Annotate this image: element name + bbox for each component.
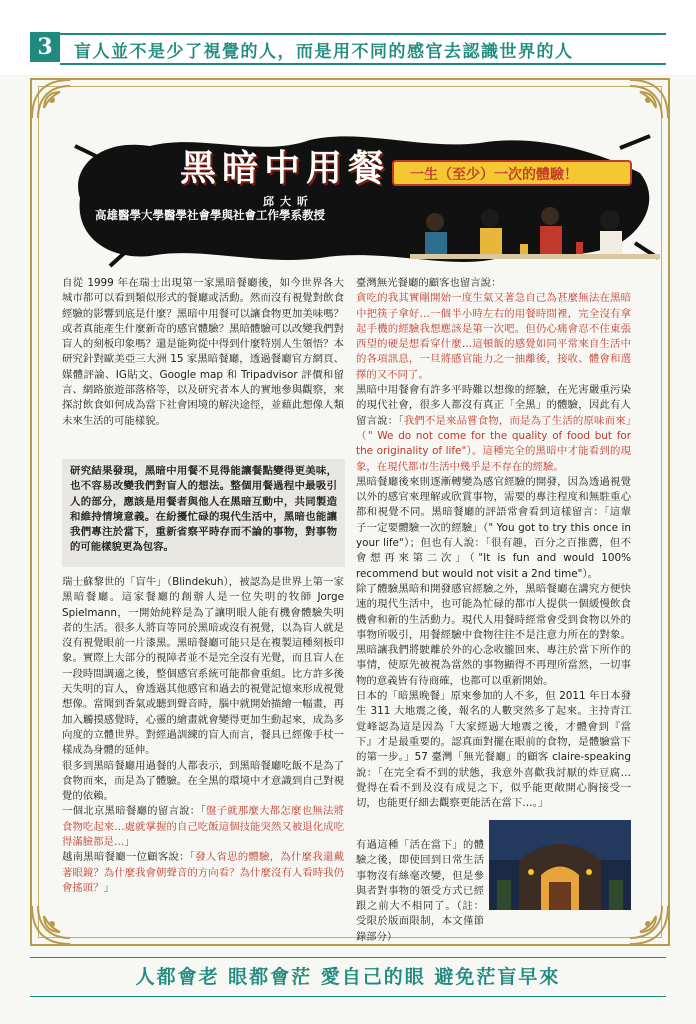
paragraph: 瑞士蘇黎世的「盲牛」（Blindekuh），被認為是世界上第一家黑暗餐廳。這家餐廳的創辦人是一位失明的牧師 Jorge Spielmann，一開始純粹是為了讓明眼人能有機會體驗失明者的生活。很多人將盲等同於黑暗或沒有視覺，以為盲人就是沒有視覺眼前一片漆黑。黑暗餐廳可能只是在複製這種刻板印象。實際上大部分的視障者並不是完全沒有光覺，而且盲人在一段時間調適之後，整個感官系統可能都會重組。比方許多後天失明的盲人，會透過其他感官和過去的視覺記憶來形成視覺想像。當聞到香氣或聽到聲音時，腦中就開始描繪一幅畫，再加入觸摸感覺時，心靈的繪畫就會變得更加生動起來，成為多向度的立體世界。對經過訓練的盲人而言，餐具已經像手杖一樣成為身體的延伸。 bbox=[62, 576, 344, 757]
quote-end: 」 bbox=[103, 881, 114, 894]
corner-ornament-icon bbox=[30, 78, 72, 120]
article-column-right bbox=[356, 276, 631, 811]
article-column-left-lower bbox=[62, 575, 344, 896]
paragraph: 很多到黑暗餐廳用過餐的人都表示，到黑暗餐廳吃飯不是為了食物而來，而是為了體驗。在全黑的環境中才意識到自己對視覺的依賴。 bbox=[62, 759, 344, 803]
page-number: 3 bbox=[30, 32, 60, 62]
paragraph bbox=[356, 383, 631, 475]
corner-ornament-icon bbox=[30, 904, 72, 946]
paragraph: 臺灣無光餐廳的顧客也留言說： bbox=[356, 277, 502, 289]
quote-paragraph bbox=[62, 850, 344, 896]
paragraph-lead: 黑暗中用餐會有許多平時難以想像的經驗，在光害嚴重污染的現代社會，很多人都沒有真正「全黑」的體驗，因此有人留言說：「 bbox=[356, 384, 631, 427]
paragraph: 日本的「暗黑晚餐」原來參加的人不多，但 2011 年日本發生 311 大地震之後，報名的人數突然多了起來。主持青江覚峰認為這是因為「大家經過大地震之後，才體會到『當下』才是最重要的。認真面對擺在眼前的食物，是體驗當下的第一步。」57 臺灣「無光餐廳」的顧客 claire-speaking 說：「在完全看不到的狀態，我意外喜歡我討厭的炸豆腐…覺得在看不到及沒有成見之下，似乎能更敞開心胸接受一切，也能更仔細去觀察更能活在當下…。」 bbox=[356, 690, 631, 810]
corner-ornament-icon bbox=[628, 78, 670, 120]
author-name: 邱大昕 bbox=[263, 195, 314, 208]
quote-lead: 一個北京黑暗餐廳的留言說：「 bbox=[62, 805, 206, 818]
key-findings-box: 研究結果發現，黑暗中用餐不見得能讓餐點變得更美味，也不容易改變我們對盲人的想法。整個用餐過程中最吸引人的部分，應該是用餐者與他人在黑暗互動中，共同製造和維持情境意義。在紛擾忙碌的現代生活中，黑暗也能讓我們專注於當下，重新省察平時存而不論的事物，對事物的可能樣貌更為包容。 bbox=[62, 459, 345, 567]
footer-rule-top bbox=[30, 957, 666, 958]
paragraph: 除了體驗黑暗和開發感官經驗之外，黑暗餐廳在講究方便快速的現代生活中，也可能為忙碌的都市人提供一個緩慢飲食機會和新的生活動力。現代人用餐時經常會受到食物以外的事物所吸引，用餐經驗中食物往往不是注意力所在的對象。黑暗讓我們將駛離於外的心念收攏回來、專注於當下所作的事情，使原先被視為當然的事物顯得不再理所當然，一切事物的意義皆有待商確，也都可以重新開始。 bbox=[356, 582, 631, 687]
quote-paragraph bbox=[62, 804, 344, 850]
paragraph: 黑暗餐廳後來則逐漸轉變為感官經驗的開發，因為透過視覺以外的感官來理解或欣賞事物，需要的專注程度和無駐重心都和視覺不同。黑暗餐廳的評語常會看到這樣留言：「這輩子一定要體驗一次的經驗」（" You got to try this once in your life"）；但也有人說：「很有趣，百分之百推薦，但不會想再來第二次」（"It is fun and would 100% recommend but would not visit a 2nd time"）。 bbox=[356, 475, 631, 580]
footer-rule-bottom bbox=[30, 996, 666, 997]
restaurant-photo bbox=[489, 820, 631, 910]
author-affiliation: 高雄醫學大學醫學社會學與社會工作學系教授 bbox=[95, 208, 325, 222]
quote-end: 」 bbox=[124, 836, 135, 849]
quote-text: 我們不是來品嘗食物，而是為了生活的原味而來」（" We do not come for the quality of food but for the originality of life"）。這種完全的黑暗中才能看到的現象，在現代都市生活中幾乎是不存在的經驗。 bbox=[356, 414, 631, 473]
quote-text: 發人省思的體驗，為什麼我還戴著眼鏡？為什麼我會朝聲音的方向看？為什麼沒有人看時我仍會搖頭？ bbox=[62, 851, 344, 894]
article-tagline: 一生（至少）一次的體驗！ bbox=[410, 167, 578, 183]
quote-text: 盤子就那麼大都怎麼也無法將食物吃起來…處就掌握的自己吃飯這個技能突然又被退化成吃得滿臉都是… bbox=[62, 805, 344, 849]
quote-text: 貪吃的我其實剛開始一度生氣又著急自己為甚麼無法在黑暗中把筷子拿好…一個半小時左右的用餐時間裡，完全沒有拿起手機的經驗我想應該是第一次吧。但仍心痛會忍不住東張西望的硬是想看穿什麼…這頓飯的感覺如同平常來自生活中的各項訊息，一旦將感官能力之一抽離後，接收、體會和選擇的又不同了。 bbox=[356, 292, 631, 381]
diners-illustration bbox=[410, 192, 660, 272]
quote-lead: 越南黑暗餐廳一位顧客說：「 bbox=[62, 851, 196, 864]
footer-slogan: 人都會老 眼都會茫 愛自己的眼 避免茫盲早來 bbox=[135, 966, 561, 988]
article-column-left bbox=[62, 276, 344, 429]
article-title: 黑暗中用餐 bbox=[180, 147, 391, 189]
paragraph: 自從 1999 年在瑞士出現第一家黑暗餐廳後，如今世界各大城市都可以看到類似形式的餐廳或活動。然而沒有視覺對飲食經驗的影響到底是什麼？黑暗中用餐可以讓食物更加美味嗎？或者真能產生什麼新奇的感官體驗？黑暗體驗可以改變我們對盲人的刻板印象嗎？還是能夠從中得到什麼特別人生領悟？本研究針對歐美亞三大洲 15 家黑暗餐廳，透過餐廳官方網頁、媒體評論、IG貼文、Google map 和 Tripadvisor 評價和留言、網路旅遊部落格等，以及研究者本人的實地參與觀察，來探討飲食如何成為當下社會困境的解決途徑，並藉此想像人類未來生活的可能樣貌。 bbox=[62, 277, 344, 427]
closing-paragraph: 有過這種「活在當下」的體驗之後，即使回到日常生活事物沒有絲毫改變，但是參與者對事物的領受方式已經跟之前大不相同了。（註：受限於版面限制，本文僅節錄部分） bbox=[356, 839, 484, 943]
corner-ornament-icon bbox=[628, 904, 670, 946]
page-header-title: 盲人並不是少了視覺的人，而是用不同的感官去認識世界的人 bbox=[74, 42, 574, 62]
